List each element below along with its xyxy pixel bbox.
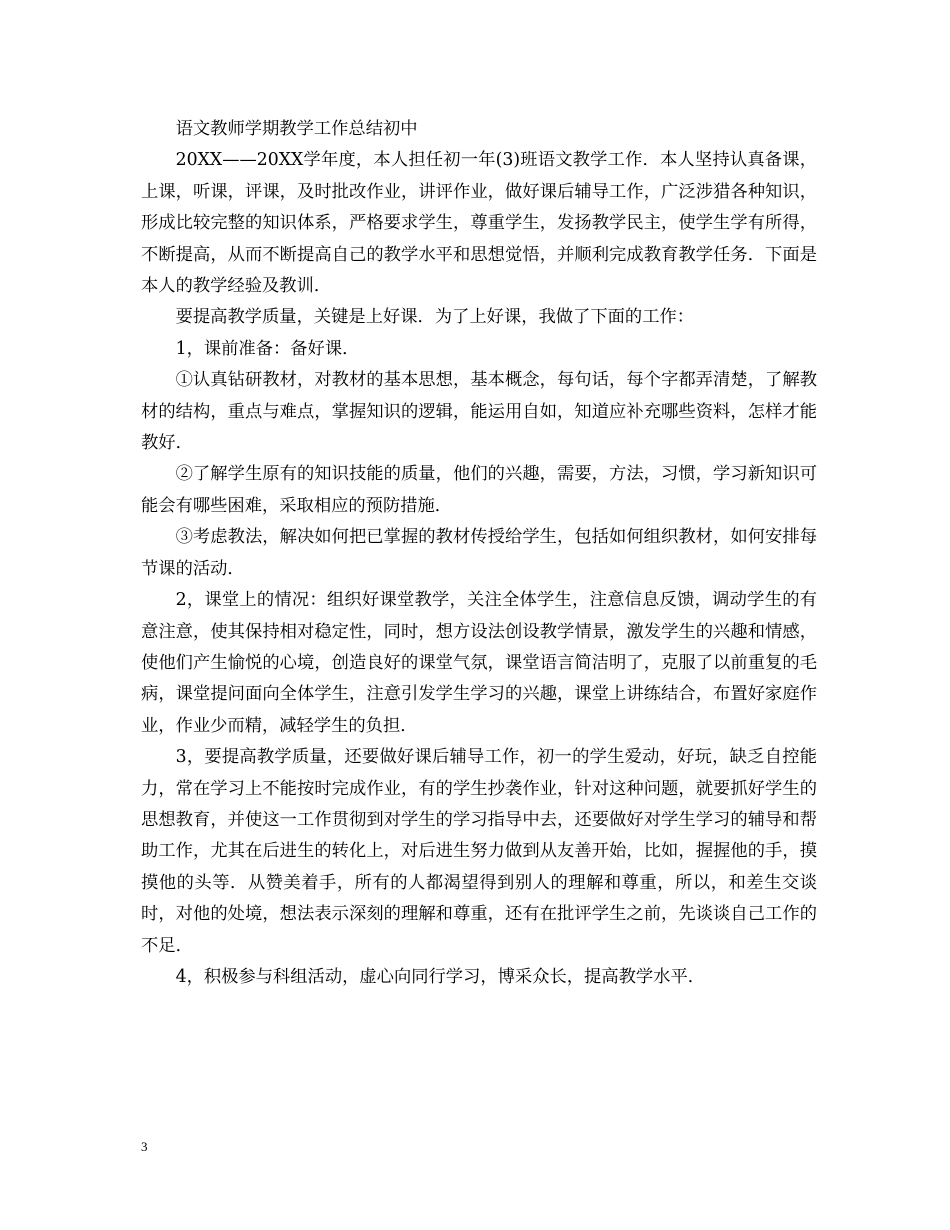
paragraph-section-2: 2，课堂上的情况：组织好课堂教学，关注全体学生，注意信息反馈，调动学生的有意注意，使其保持相对稳定性，同时，想方设法创设教学情景，激发学生的兴趣和情感，使他们产生愉悦的心境，创造良好的课堂气氛，课堂语言简洁明了，克服了以前重复的毛病，课堂提问面向全体学生，注意引发学生学习的兴趣，课堂上讲练结合，布置好家庭作业，作业少而精，减轻学生的负担． xyxy=(141,590,817,736)
paragraph-section-4: 4，积极参与科组活动，虚心向同行学习，博采众长，提高教学水平． xyxy=(175,966,706,987)
paragraph-item-1: ①认真钻研教材，对教材的基本思想，基本概念，每句话，每个字都弄清楚，了解教材的结构，重点与难点，掌握知识的逻辑，能运用自如，知道应补充哪些资料，怎样才能教好． xyxy=(141,370,817,454)
paragraph-section-3: 3，要提高教学质量，还要做好课后辅导工作，初一的学生爱动，好玩，缺乏自控能力，常在学习上不能按时完成作业，有的学生抄袭作业，针对这种问题，就要抓好学生的思想教育，并使这一工作贯彻到对学生的学习指导中去，还要做好对学生学习的辅导和帮助工作，尤其在后进生的转化上，对后进生努力做到从友善开始，比如，握握他的手，摸摸他的头等．从赞美着手，所有的人都渴望得到别人的理解和尊重，所以，和差生交谈时，对他的处境，想法表示深刻的理解和尊重，还有在批评学生之前，先谈谈自己工作的不足． xyxy=(141,747,817,956)
page-number: 3 xyxy=(141,1139,148,1154)
document-body xyxy=(141,114,817,993)
paragraph-section-1: 1，课前准备：备好课． xyxy=(175,338,360,359)
paragraph-item-2: ②了解学生原有的知识技能的质量，他们的兴趣，需要，方法，习惯，学习新知识可能会有哪些困难，采取相应的预防措施． xyxy=(141,464,817,516)
paragraph-key-point: 要提高教学质量，关键是上好课．为了上好课，我做了下面的工作： xyxy=(175,307,695,328)
paragraph-item-3: ③考虑教法，解决如何把已掌握的教材传授给学生，包括如何组织教材，如何安排每节课的活动． xyxy=(141,527,817,579)
paragraph-intro: 20XX——20XX学年度，本人担任初一年(3)班语文教学工作．本人坚持认真备课，上课，听课，评课，及时批改作业，讲评作业，做好课后辅导工作，广泛涉猎各种知识，形成比较完整的知识体系，严格要求学生，尊重学生，发扬教学民主，使学生学有所得，不断提高，从而不断提高自己的教学水平和思想觉悟，并顺利完成教育教学任务．下面是本人的教学经验及教训． xyxy=(141,150,817,297)
document-title: 语文教师学期教学工作总结初中 xyxy=(175,119,418,139)
